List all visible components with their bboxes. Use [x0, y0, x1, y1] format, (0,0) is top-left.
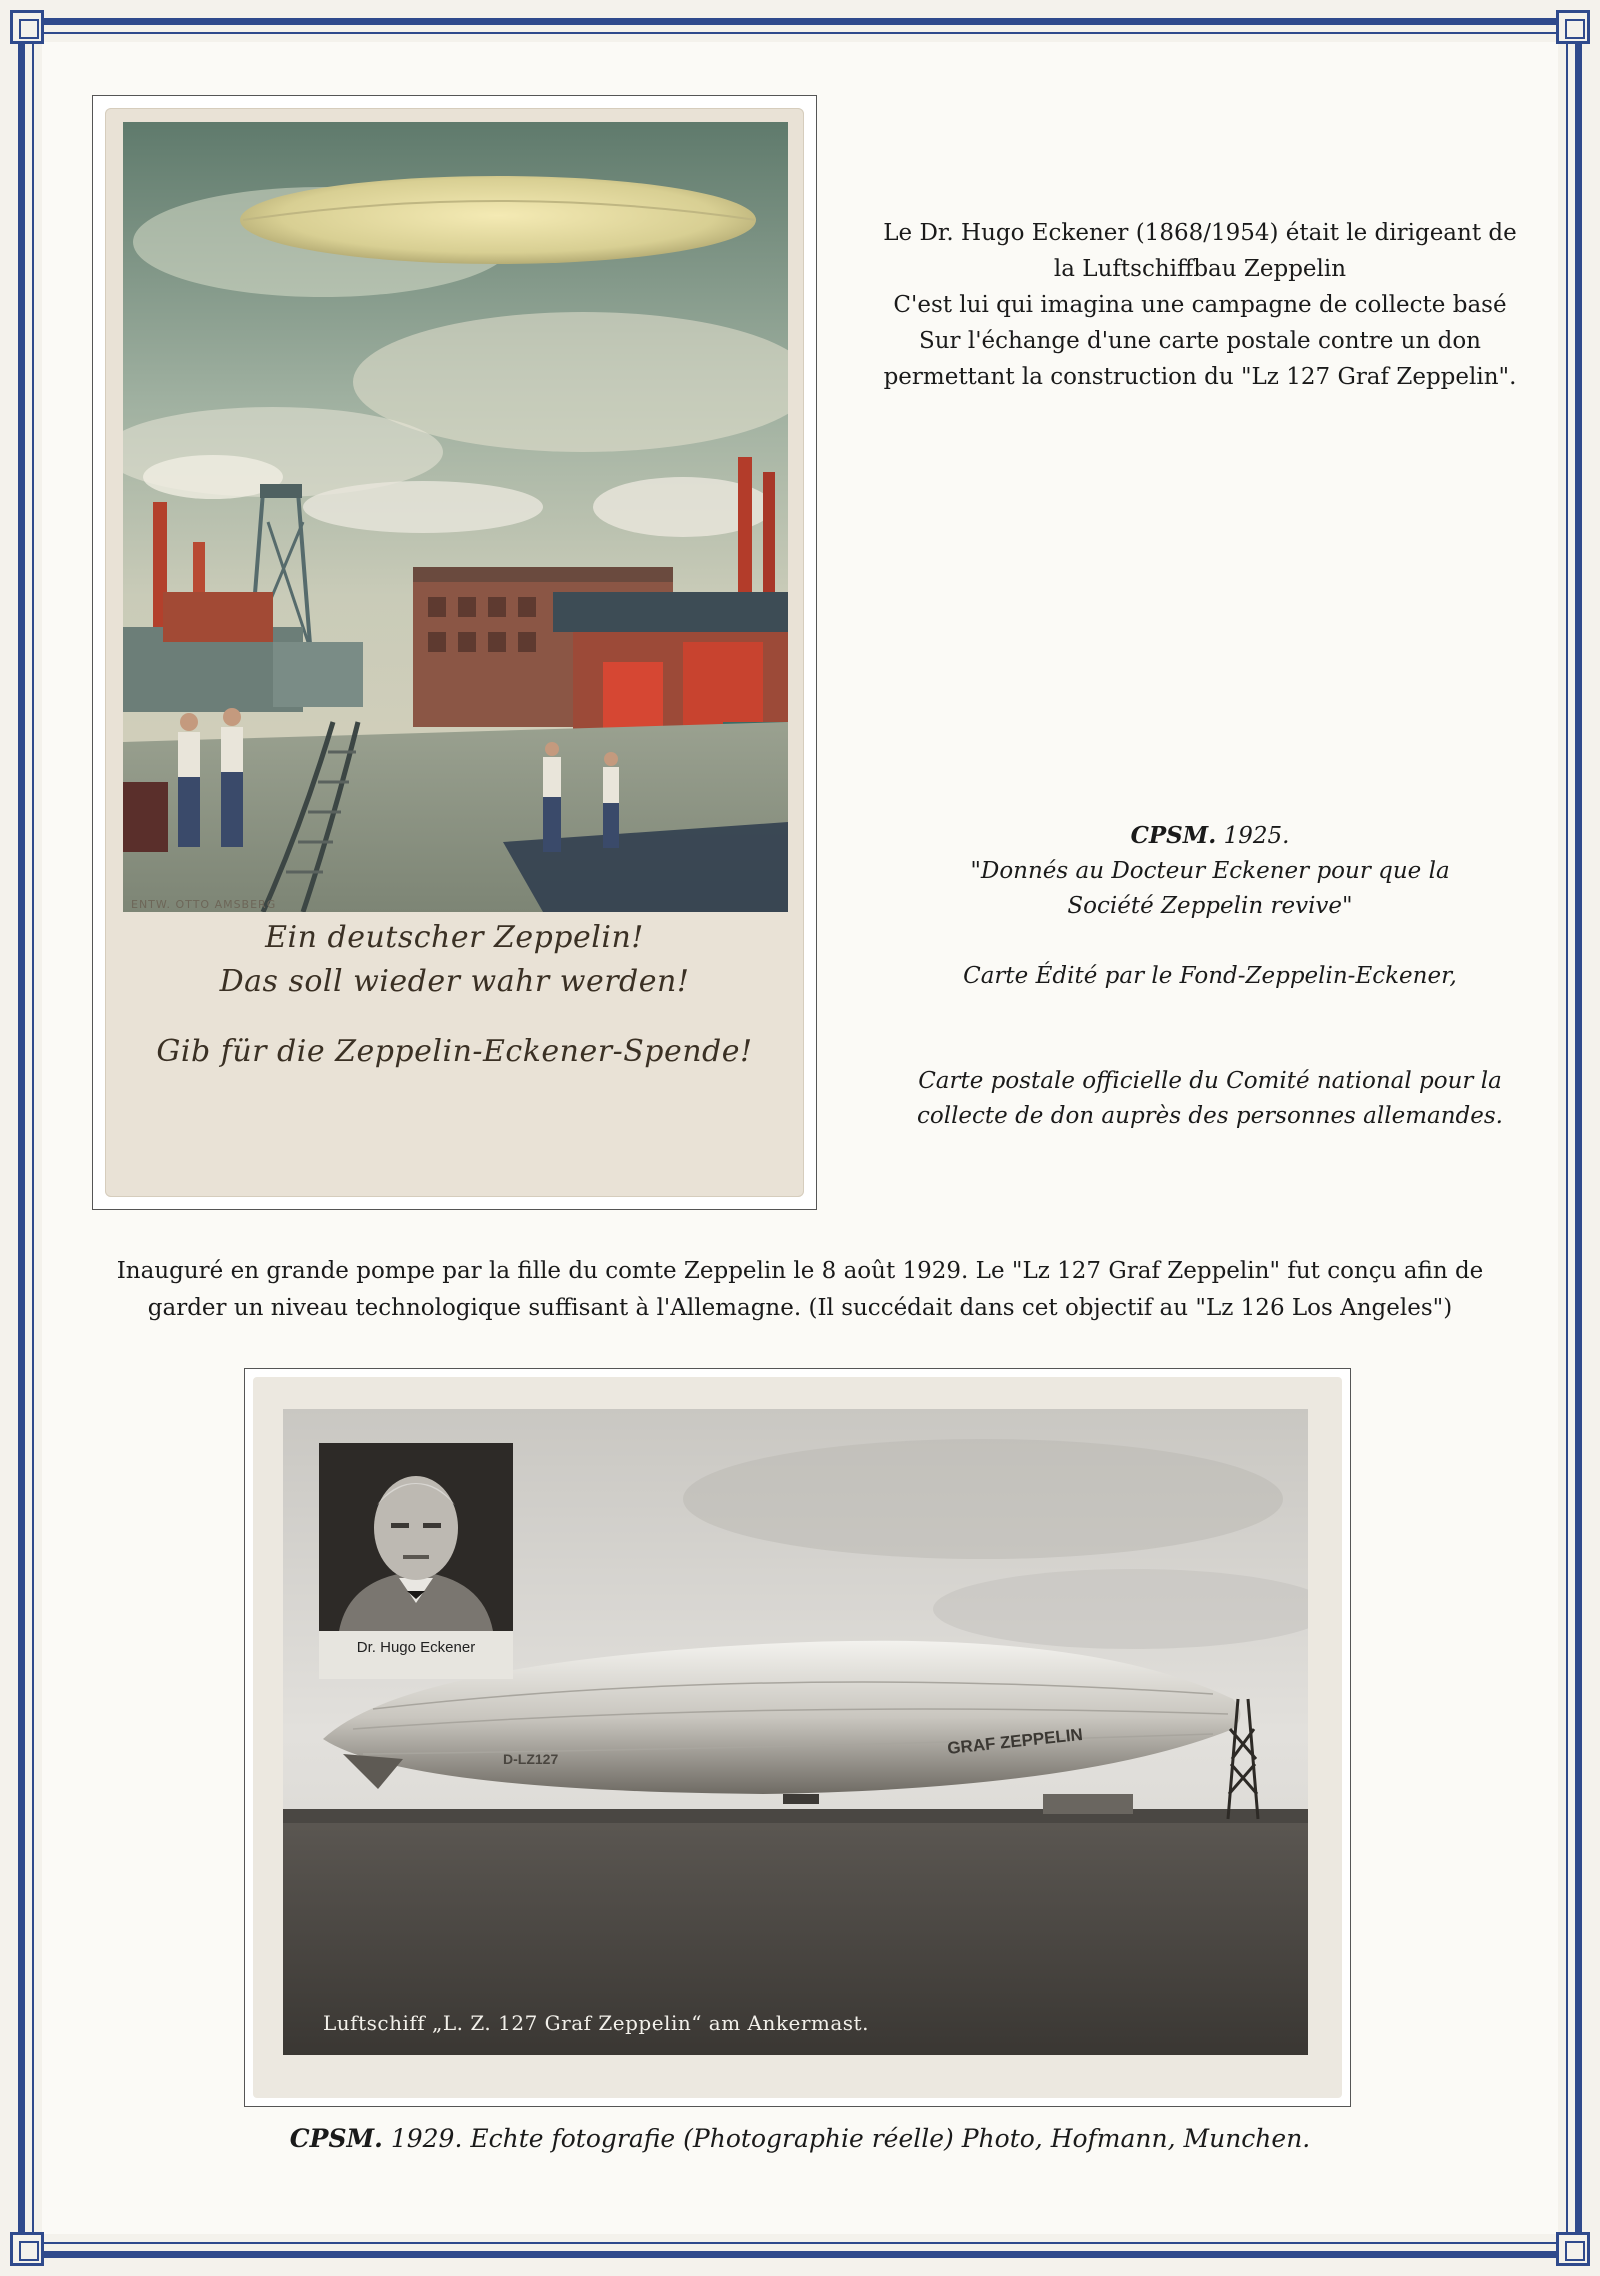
- paragraph-line: Inauguré en grande pompe par la fille du comte Zeppelin le 8 août 1929. Le "Lz 127 Graf Zeppelin" fut conçu afin de: [116, 1258, 1484, 1284]
- postcard-german-caption: [105, 916, 804, 1074]
- caption-line: Das soll wieder wahr werden!: [219, 964, 690, 999]
- description-line: C'est lui qui imagina une campagne de collecte basé: [893, 292, 1507, 318]
- frame-corner-ornament: [10, 2232, 44, 2266]
- description-line: permettant la construction du "Lz 127 Graf Zeppelin".: [883, 364, 1517, 390]
- official-line: Carte postale officielle du Comité national pour la: [918, 1068, 1502, 1094]
- cpsm-1925-title: [860, 818, 1560, 854]
- industrial-scene-illustration: [123, 122, 788, 912]
- postcard-1929-caption: [0, 2124, 1600, 2153]
- postcard-1925: [105, 108, 804, 1197]
- airship-name-label: GRAF ZEPPELIN: [946, 1724, 1084, 1758]
- description-line: la Luftschiffbau Zeppelin: [1053, 256, 1347, 282]
- inauguration-paragraph: [60, 1253, 1540, 1327]
- eckener-portrait-panel: [319, 1443, 513, 1679]
- postcard-1925-mount: [92, 95, 817, 1210]
- frame-corner-ornament: [1556, 2232, 1590, 2266]
- eckener-portrait-image: [319, 1443, 513, 1631]
- eckener-description: [840, 215, 1560, 395]
- postcard-1925-notes: [860, 818, 1560, 1134]
- postcard-1929: [253, 1377, 1342, 2098]
- description-line: Sur l'échange d'une carte postale contre un don: [918, 328, 1481, 354]
- zeppelin-shape: [240, 176, 756, 264]
- frame-corner-ornament: [10, 10, 44, 44]
- frame-corner-ornament: [1556, 10, 1590, 44]
- official-line: collecte de don auprès des personnes allemandes.: [916, 1103, 1503, 1129]
- cpsm-label: CPSM.: [289, 2124, 383, 2153]
- description-line: Le Dr. Hugo Eckener (1868/1954) était le dirigeant de: [883, 220, 1517, 246]
- quote-line: "Donnés au Docteur Eckener pour que la: [970, 858, 1450, 884]
- cpsm-label: CPSM.: [1130, 822, 1217, 849]
- airship-photograph: [283, 1409, 1308, 2055]
- caption-text: 1929. Echte fotografie (Photographie réelle) Photo, Hofmann, Munchen.: [382, 2124, 1311, 2153]
- edition-line: Carte Édité par le Fond-Zeppelin-Eckener,: [963, 963, 1457, 989]
- year-label: 1925.: [1216, 823, 1290, 849]
- caption-line: Gib für die Zeppelin-Eckener-Spende!: [156, 1034, 753, 1069]
- portrait-label: Dr. Hugo Eckener: [356, 1639, 476, 1656]
- postcard-1929-mount: [244, 1368, 1351, 2107]
- photo-caption: Luftschiff „L. Z. 127 Graf Zeppelin“ am Ankermast.: [323, 2011, 869, 2035]
- quote-line: Société Zeppelin revive": [1067, 893, 1353, 919]
- postcard-illustration: [123, 122, 788, 912]
- paragraph-line: garder un niveau technologique suffisant à l'Allemagne. (Il succédait dans cet objectif au "Lz 126 Los Angeles"): [147, 1295, 1453, 1321]
- artist-signature: ENTW. OTTO AMSBERG: [131, 898, 277, 911]
- caption-line: Ein deutscher Zeppelin!: [265, 920, 644, 955]
- airship-registration-label: D-LZ127: [503, 1751, 559, 1767]
